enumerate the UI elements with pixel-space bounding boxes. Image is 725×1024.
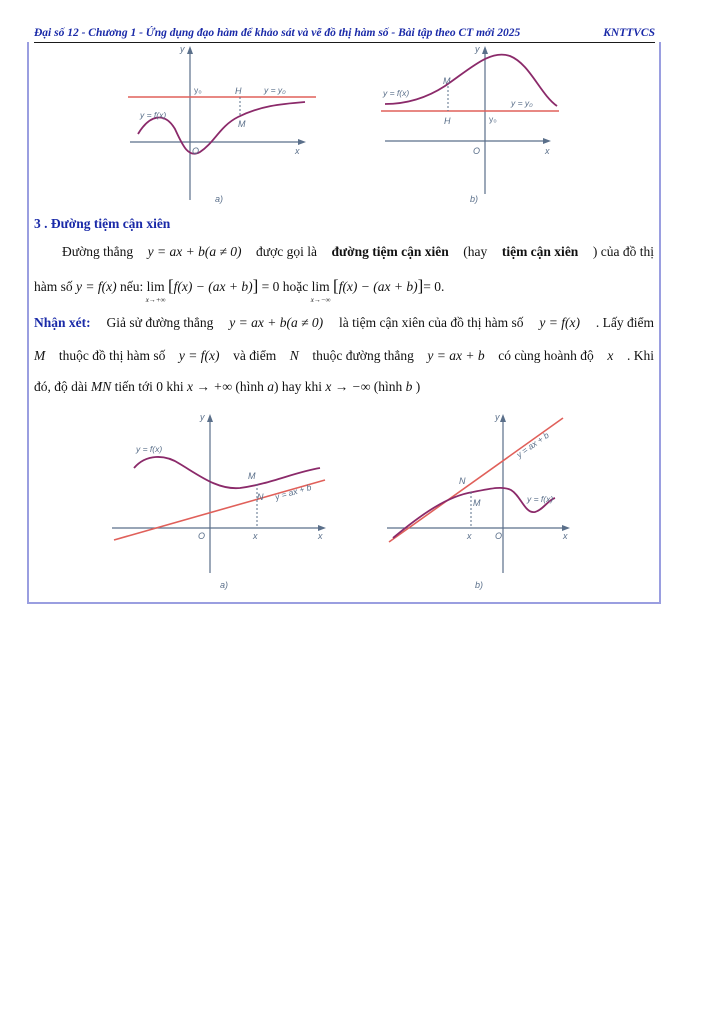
figure-horizontal-asymptote-a xyxy=(120,44,320,204)
caption: b) xyxy=(475,580,484,590)
x-axis-arrow xyxy=(298,139,306,145)
origin-label: O xyxy=(198,531,206,541)
header-code: KNTTVCS xyxy=(603,27,655,39)
remark-line-1: Nhận xét: Giả sử đường thẳng y = ax + b(a ≠ 0) là tiệm cận xiên của đồ thị hàm số y = f(x) . Lấy điểm xyxy=(34,315,654,330)
m-label: M xyxy=(443,76,451,86)
n-label: N xyxy=(459,476,466,486)
caption: b) xyxy=(470,194,479,204)
term-oblique-asymptote-short: tiệm cận xiên xyxy=(501,244,579,259)
function-curve xyxy=(134,457,320,488)
header-title: Đại số 12 - Chương 1 - Ứng dụng đạo hàm để khảo sát và vẽ đồ thị hàm số - Bài tập theo CT mới 2025 xyxy=(34,27,521,39)
origin-label: O xyxy=(473,146,481,156)
figure-oblique-asymptote-b xyxy=(383,408,578,593)
curve-label: y = f(x) xyxy=(140,110,167,120)
x-point-label: x xyxy=(253,531,258,541)
term-oblique-asymptote: đường tiệm cận xiên xyxy=(331,244,449,259)
line-label: y = y₀ xyxy=(264,85,286,95)
m-label: M xyxy=(248,471,256,481)
x-axis-label: x xyxy=(318,531,323,541)
origin-label: O xyxy=(192,146,200,156)
y-axis-label: y xyxy=(180,44,185,54)
x-axis-arrow xyxy=(543,138,551,144)
page-header xyxy=(34,26,655,43)
x-axis-label: x xyxy=(295,146,300,156)
x-point-label: x xyxy=(467,531,472,541)
line-label: y = y₀ xyxy=(511,98,533,108)
y-axis-label: y xyxy=(475,44,480,54)
figure-horizontal-asymptote-b xyxy=(375,44,565,204)
y-axis-label: y xyxy=(200,412,205,422)
x-axis-label: x xyxy=(563,531,568,541)
y0-label: y₀ xyxy=(194,85,202,95)
definition-line-2: hàm số y = f(x) nếu: lim x→+∞ [f(x) − (ax + b)] = 0 hoặc lim x→−∞ [f(x) − (ax + b)]= 0. xyxy=(34,276,445,304)
remark-line-2: M thuộc đồ thị hàm số y = f(x) và điểm N thuộc đường thẳng y = ax + b có cùng hoành độ x . Khi xyxy=(34,348,654,363)
section-title: 3 . Đường tiệm cận xiên xyxy=(34,216,171,231)
definition-line-1: Đường thẳng y = ax + b(a ≠ 0) được gọi là đường tiệm cận xiên (hay tiệm cận xiên ) của đồ thị xyxy=(62,244,654,259)
line-label: y = ax + b xyxy=(514,430,551,460)
m-label: M xyxy=(473,498,481,508)
remark-label: Nhận xét: xyxy=(34,315,91,330)
caption: a) xyxy=(220,580,229,590)
curve-label: y = f(x) xyxy=(383,88,410,98)
y-axis-arrow xyxy=(207,414,213,422)
curve-label: y = f(x) xyxy=(136,444,163,454)
limit-minus-infinity: lim x→−∞ xyxy=(310,279,331,304)
y0-label: y₀ xyxy=(489,114,497,124)
caption: a) xyxy=(215,194,224,204)
y-axis-arrow xyxy=(187,46,193,54)
y-axis-arrow xyxy=(482,46,488,54)
limit-plus-infinity: lim x→+∞ xyxy=(145,279,166,304)
figure-oblique-asymptote-a xyxy=(110,408,340,593)
remark-line-3: đó, độ dài MN tiến tới 0 khi x → +∞ (hình a) hay khi x → −∞ (hình b ) xyxy=(34,379,421,394)
equation-oblique-line: y = ax + b(a ≠ 0) xyxy=(147,244,242,259)
curve-label: y = f(x) xyxy=(527,494,554,504)
n-label: N xyxy=(257,492,264,502)
y-axis-arrow xyxy=(500,414,506,422)
m-label: M xyxy=(238,119,246,129)
line-label: y = ax + b xyxy=(273,482,313,502)
origin-label: O xyxy=(495,531,503,541)
x-axis-label: x xyxy=(545,146,550,156)
y-axis-label: y xyxy=(495,412,500,422)
h-label: H xyxy=(444,116,451,126)
h-label: H xyxy=(235,86,242,96)
